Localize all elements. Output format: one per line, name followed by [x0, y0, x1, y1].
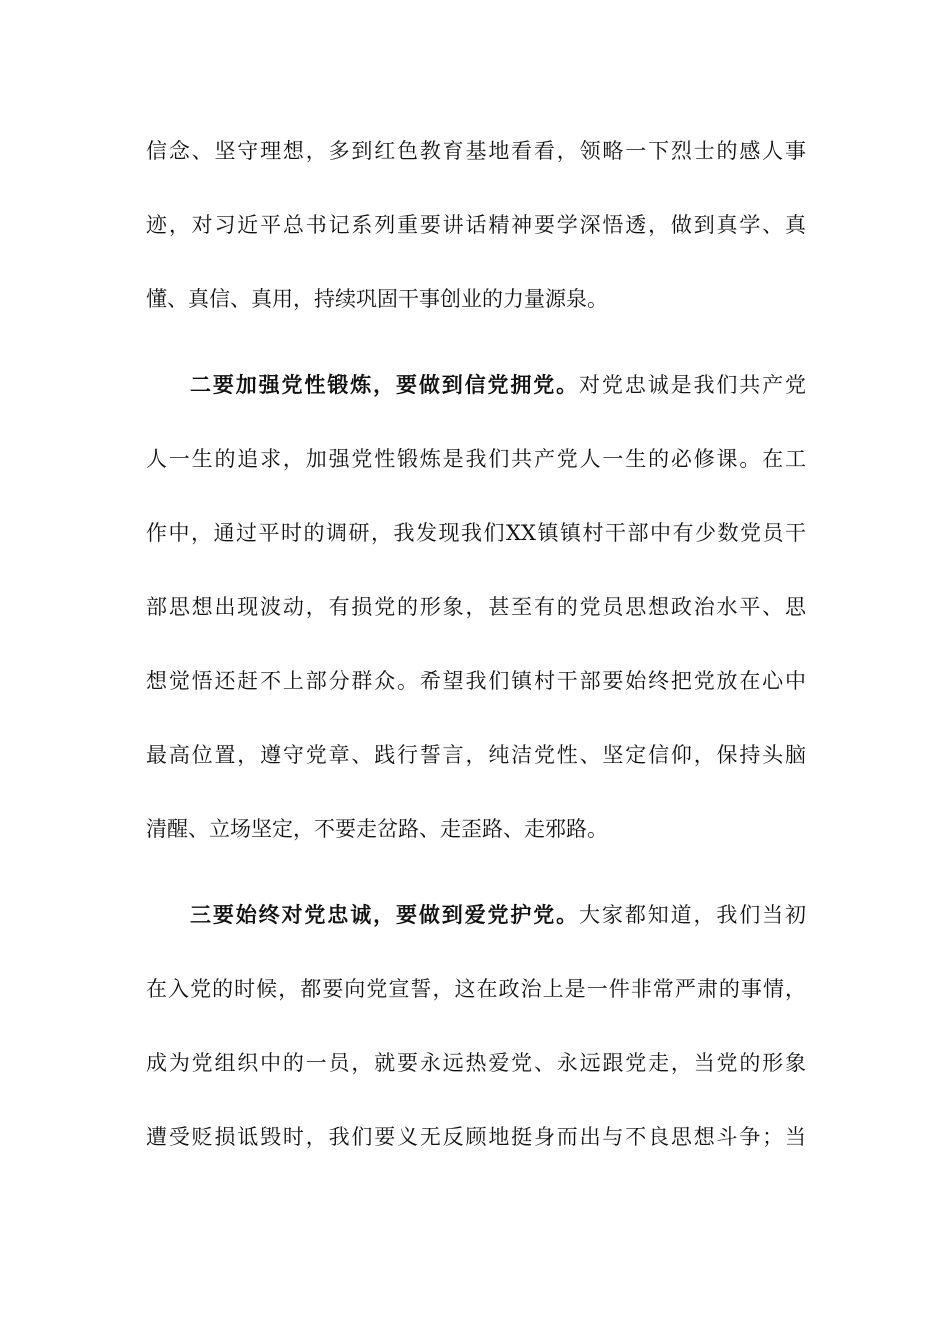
paragraph-2-line-4: 部思想出现波动，有损党的形象，甚至有的党员思想政治水平、思 [146, 595, 806, 619]
paragraph-2-line-6: 最高位置，遵守党章、践行誓言，纯洁党性、坚定信仰，保持头脑 [146, 743, 806, 767]
paragraph-2-first-line-rest: 对党忠诚是我们共产党 [579, 373, 807, 397]
paragraph-2-line-1 [190, 370, 806, 400]
paragraph-3-line-3: 成为党组织中的一员，就要永远热爱党、永远跟党走，当党的形象 [146, 1051, 806, 1075]
paragraph-2-line-7: 清醒、立场坚定，不要走岔路、走歪路、走邪路。 [146, 817, 608, 841]
paragraph-2-heading: 二要加强党性锻炼，要做到信党拥党。 [190, 372, 580, 397]
paragraph-3-line-1 [190, 900, 806, 930]
paragraph-3-heading: 三要始终对党忠诚，要做到爱党护党。 [190, 902, 580, 927]
paragraph-2-line-2: 人一生的追求，加强党性锻炼是我们共产党人一生的必修课。在工 [146, 447, 806, 471]
paragraph-1-line-2: 迹，对习近平总书记系列重要讲话精神要学深悟透，做到真学、真 [146, 213, 806, 237]
paragraph-2-line-5: 想觉悟还赶不上部分群众。希望我们镇村干部要始终把党放在心中 [146, 669, 806, 693]
paragraph-3-line-2: 在入党的时候，都要向党宣誓，这在政治上是一件非常严肃的事情， [146, 977, 806, 1001]
paragraph-1-line-1: 信念、坚守理想，多到红色教育基地看看，领略一下烈士的感人事 [146, 139, 806, 163]
paragraph-2-line-3: 作中，通过平时的调研，我发现我们XX镇镇村干部中有少数党员干 [146, 521, 806, 545]
paragraph-3-first-line-rest: 大家都知道，我们当初 [579, 903, 807, 927]
paragraph-3-line-4: 遭受贬损诋毁时，我们要义无反顾地挺身而出与不良思想斗争；当 [146, 1125, 806, 1149]
paragraph-1-line-3: 懂、真信、真用，持续巩固干事创业的力量源泉。 [146, 287, 608, 311]
